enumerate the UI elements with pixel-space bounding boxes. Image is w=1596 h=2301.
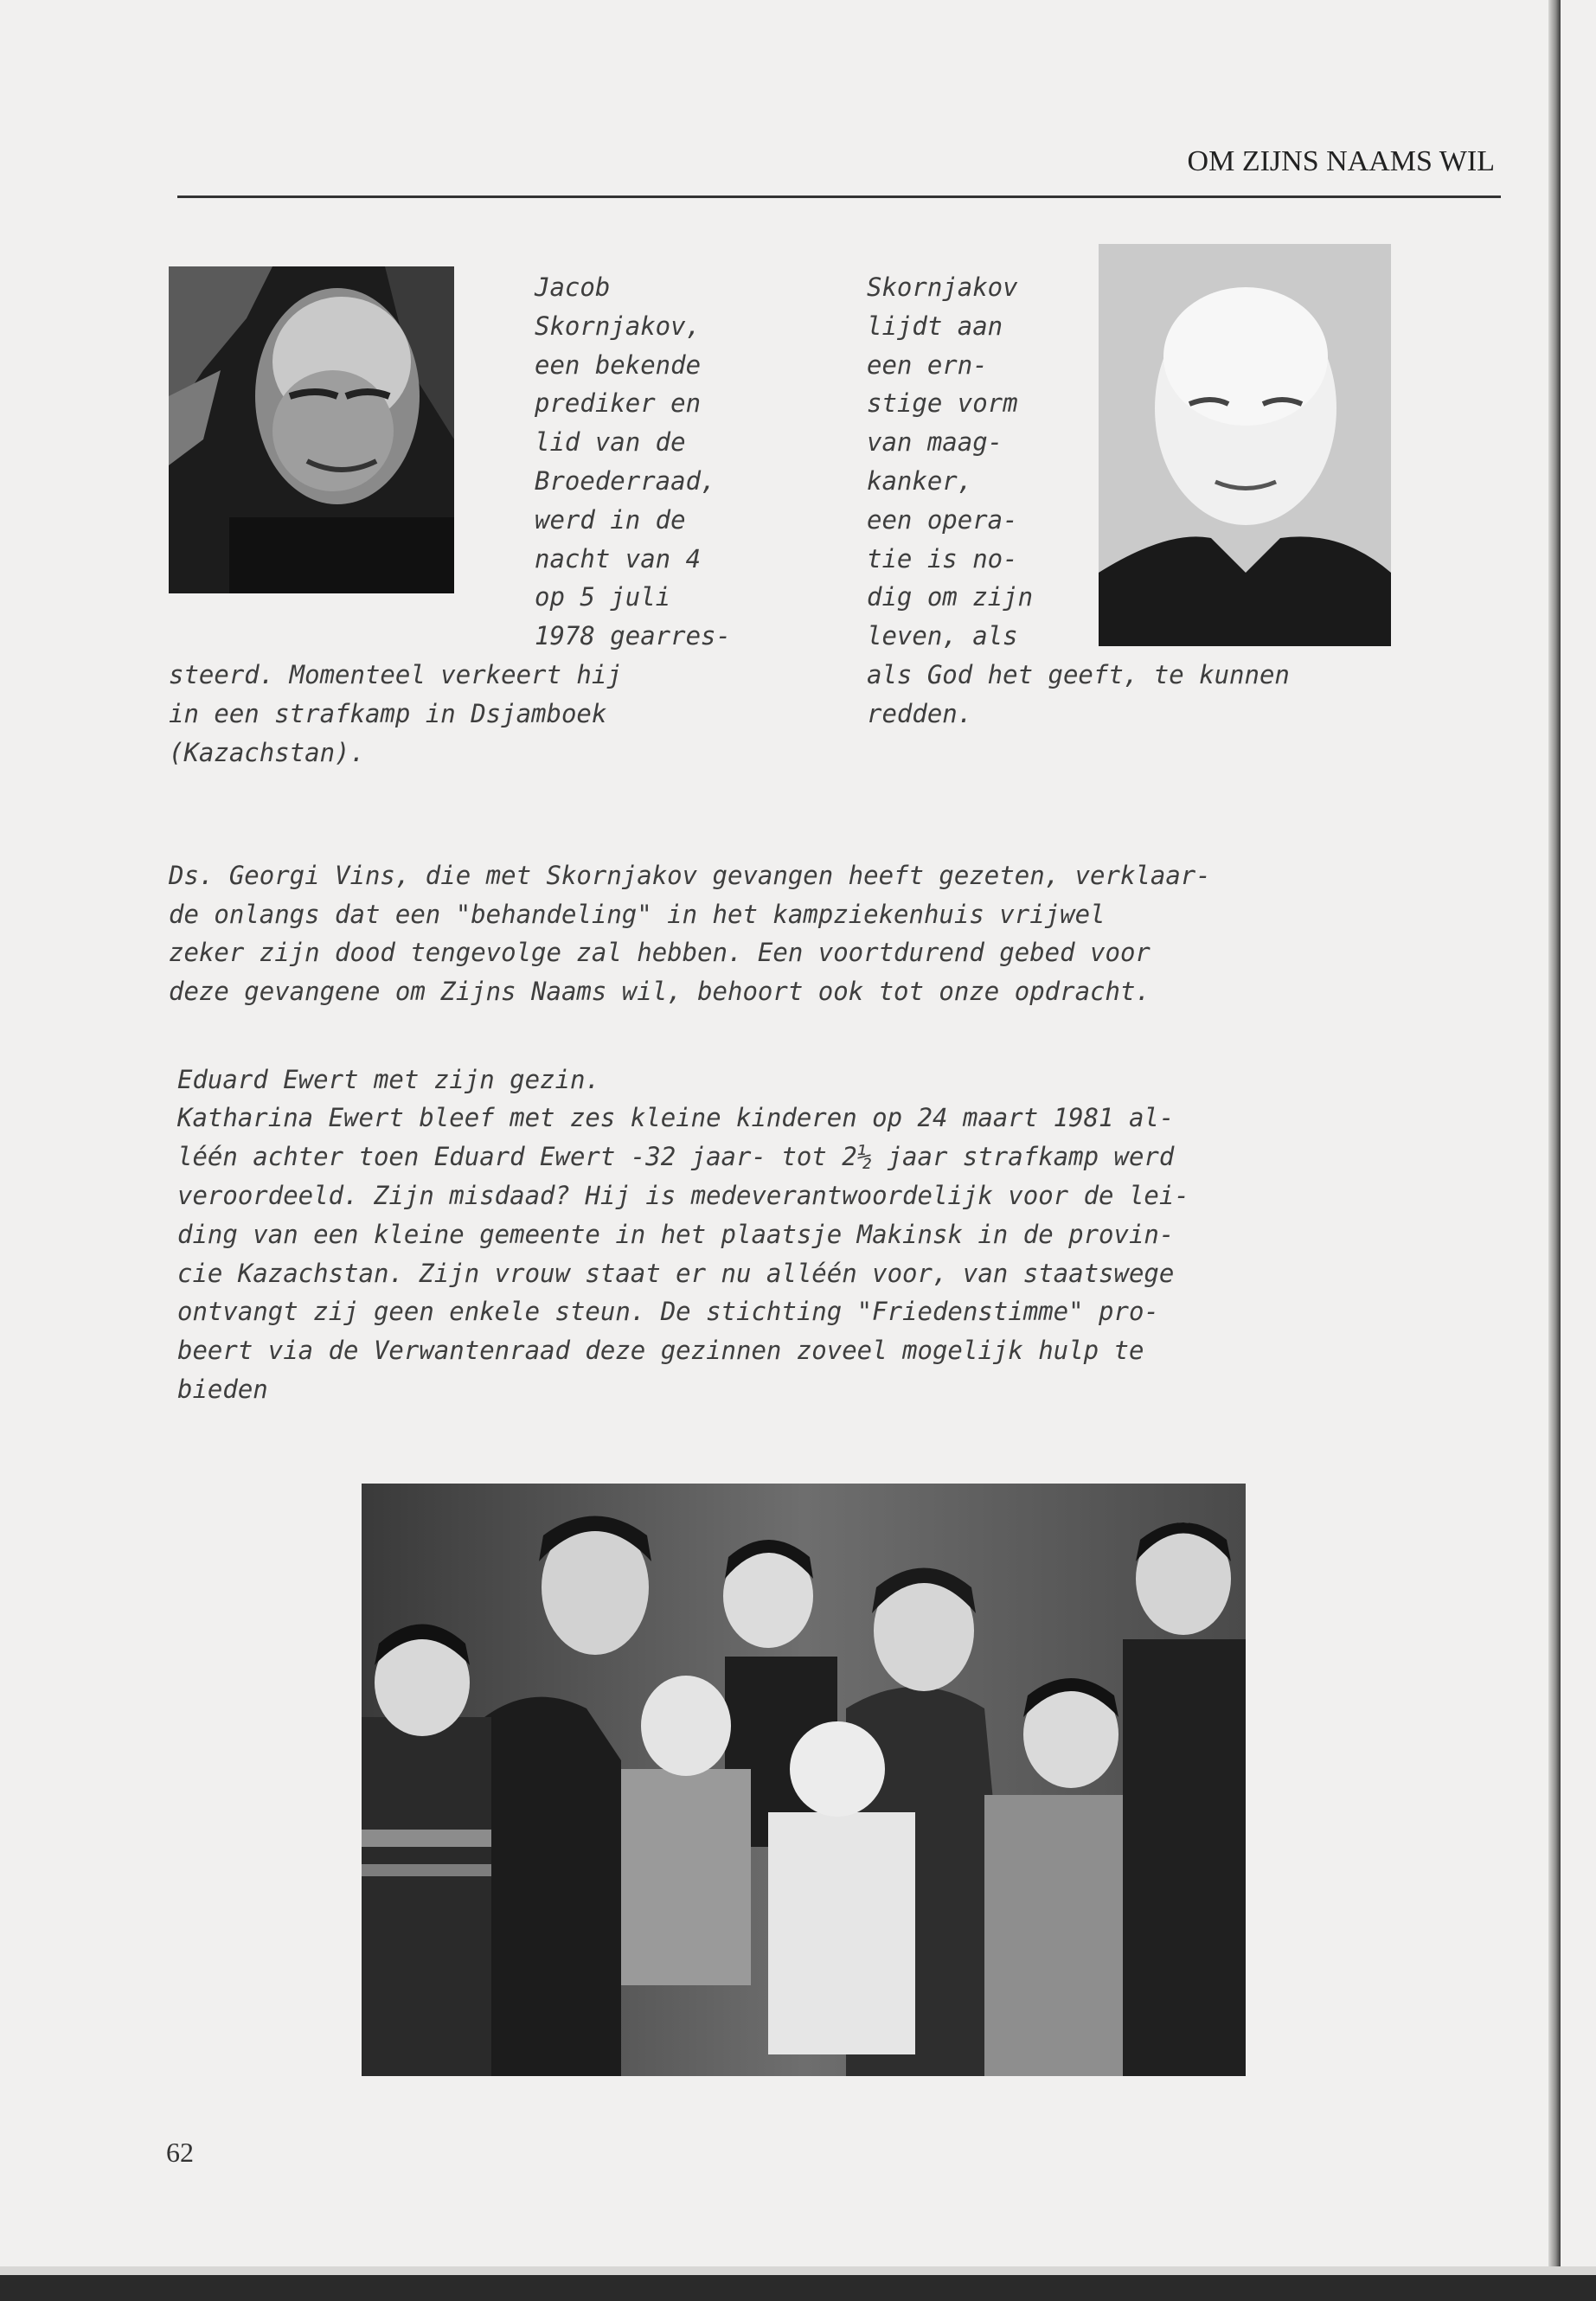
caption-col1-line: lid van de [535,427,686,457]
vins-paragraph-line: Ds. Georgi Vins, die met Skornjakov gevangen heeft gezeten, verklaar- [169,861,1211,890]
caption-col2-line: lijdt aan [867,311,1003,341]
vins-paragraph-line: zeker zijn dood tengevolge zal hebben. Een voortdurend gebed voor [169,938,1151,967]
photo-jacob-skornjakov [169,266,454,593]
ewert-paragraph-line: cie Kazachstan. Zijn vrouw staat er nu alléén voor, van staatswege [177,1259,1175,1288]
page-bottom-edge [0,2266,1596,2275]
caption-col1-line: op 5 juli [535,582,671,612]
book-spine-shadow [1548,0,1561,2301]
caption-col2-line: stige vorm [867,388,1018,418]
photo-skornjakov-older [1099,244,1391,646]
page-number: 62 [166,2137,194,2168]
photo-ewert-family [362,1484,1246,2076]
ewert-paragraph-line: Katharina Ewert bleef met zes kleine kinderen op 24 maart 1981 al- [177,1103,1175,1132]
ewert-paragraph-line: ding van een kleine gemeente in het plaatsje Makinsk in de provin- [177,1220,1175,1249]
caption-col2-line: leven, als [867,621,1018,651]
caption-col2-line: tie is no- [867,544,1018,574]
ewert-paragraph-line: veroordeeld. Zijn misdaad? Hij is medeverantwoordelijk voor de lei- [177,1181,1189,1210]
running-header: OM ZIJNS NAAMS WIL [1187,145,1495,177]
caption-col2-line: een ern- [867,350,988,380]
ewert-paragraph-line: léén achter toen Eduard Ewert -32 jaar- tot 2½ jaar strafkamp werd [177,1142,1175,1171]
caption-col1-line: werd in de [535,505,686,535]
caption-col2-line: Skornjakov [867,272,1018,302]
caption-col1-tail-line: steerd. Momenteel verkeert hij [169,660,622,689]
page-bottom-shadow [0,2275,1596,2301]
vins-paragraph-line: deze gevangene om Zijns Naams wil, behoort ook tot onze opdracht. [169,977,1151,1006]
vins-paragraph-line: de onlangs dat een "behandeling" in het kampziekenhuis vrijwel [169,900,1106,929]
caption-col2-line: kanker, [867,466,973,496]
caption-col1-tail-line: in een strafkamp in Dsjamboek [169,699,607,728]
caption-col1-line: nacht van 4 [535,544,702,574]
caption-col2-tail-line: als God het geeft, te kunnen [867,660,1290,689]
ewert-paragraph-line: bieden [177,1375,268,1404]
caption-col2-tail-line: redden. [867,699,973,728]
caption-col1-line: prediker en [535,388,702,418]
caption-col2-line: van maag- [867,427,1003,457]
caption-col1-line: 1978 gearres- [535,621,731,651]
header-rule [177,195,1501,198]
caption-col1-line: Jacob [535,272,611,302]
ewert-paragraph-line: ontvangt zij geen enkele steun. De stichting "Friedenstimme" pro- [177,1297,1159,1326]
caption-col1-tail-line: (Kazachstan). [169,738,365,767]
caption-col2-line: een opera- [867,505,1018,535]
caption-col1-line: Broederraad, [535,466,716,496]
ewert-paragraph-line: beert via de Verwantenraad deze gezinnen zoveel mogelijk hulp te [177,1336,1144,1365]
caption-col1-line: Skornjakov, [535,311,702,341]
caption-col2-line: dig om zijn [867,582,1034,612]
ewert-paragraph-line: Eduard Ewert met zijn gezin. [177,1065,600,1094]
caption-col1-line: een bekende [535,350,702,380]
